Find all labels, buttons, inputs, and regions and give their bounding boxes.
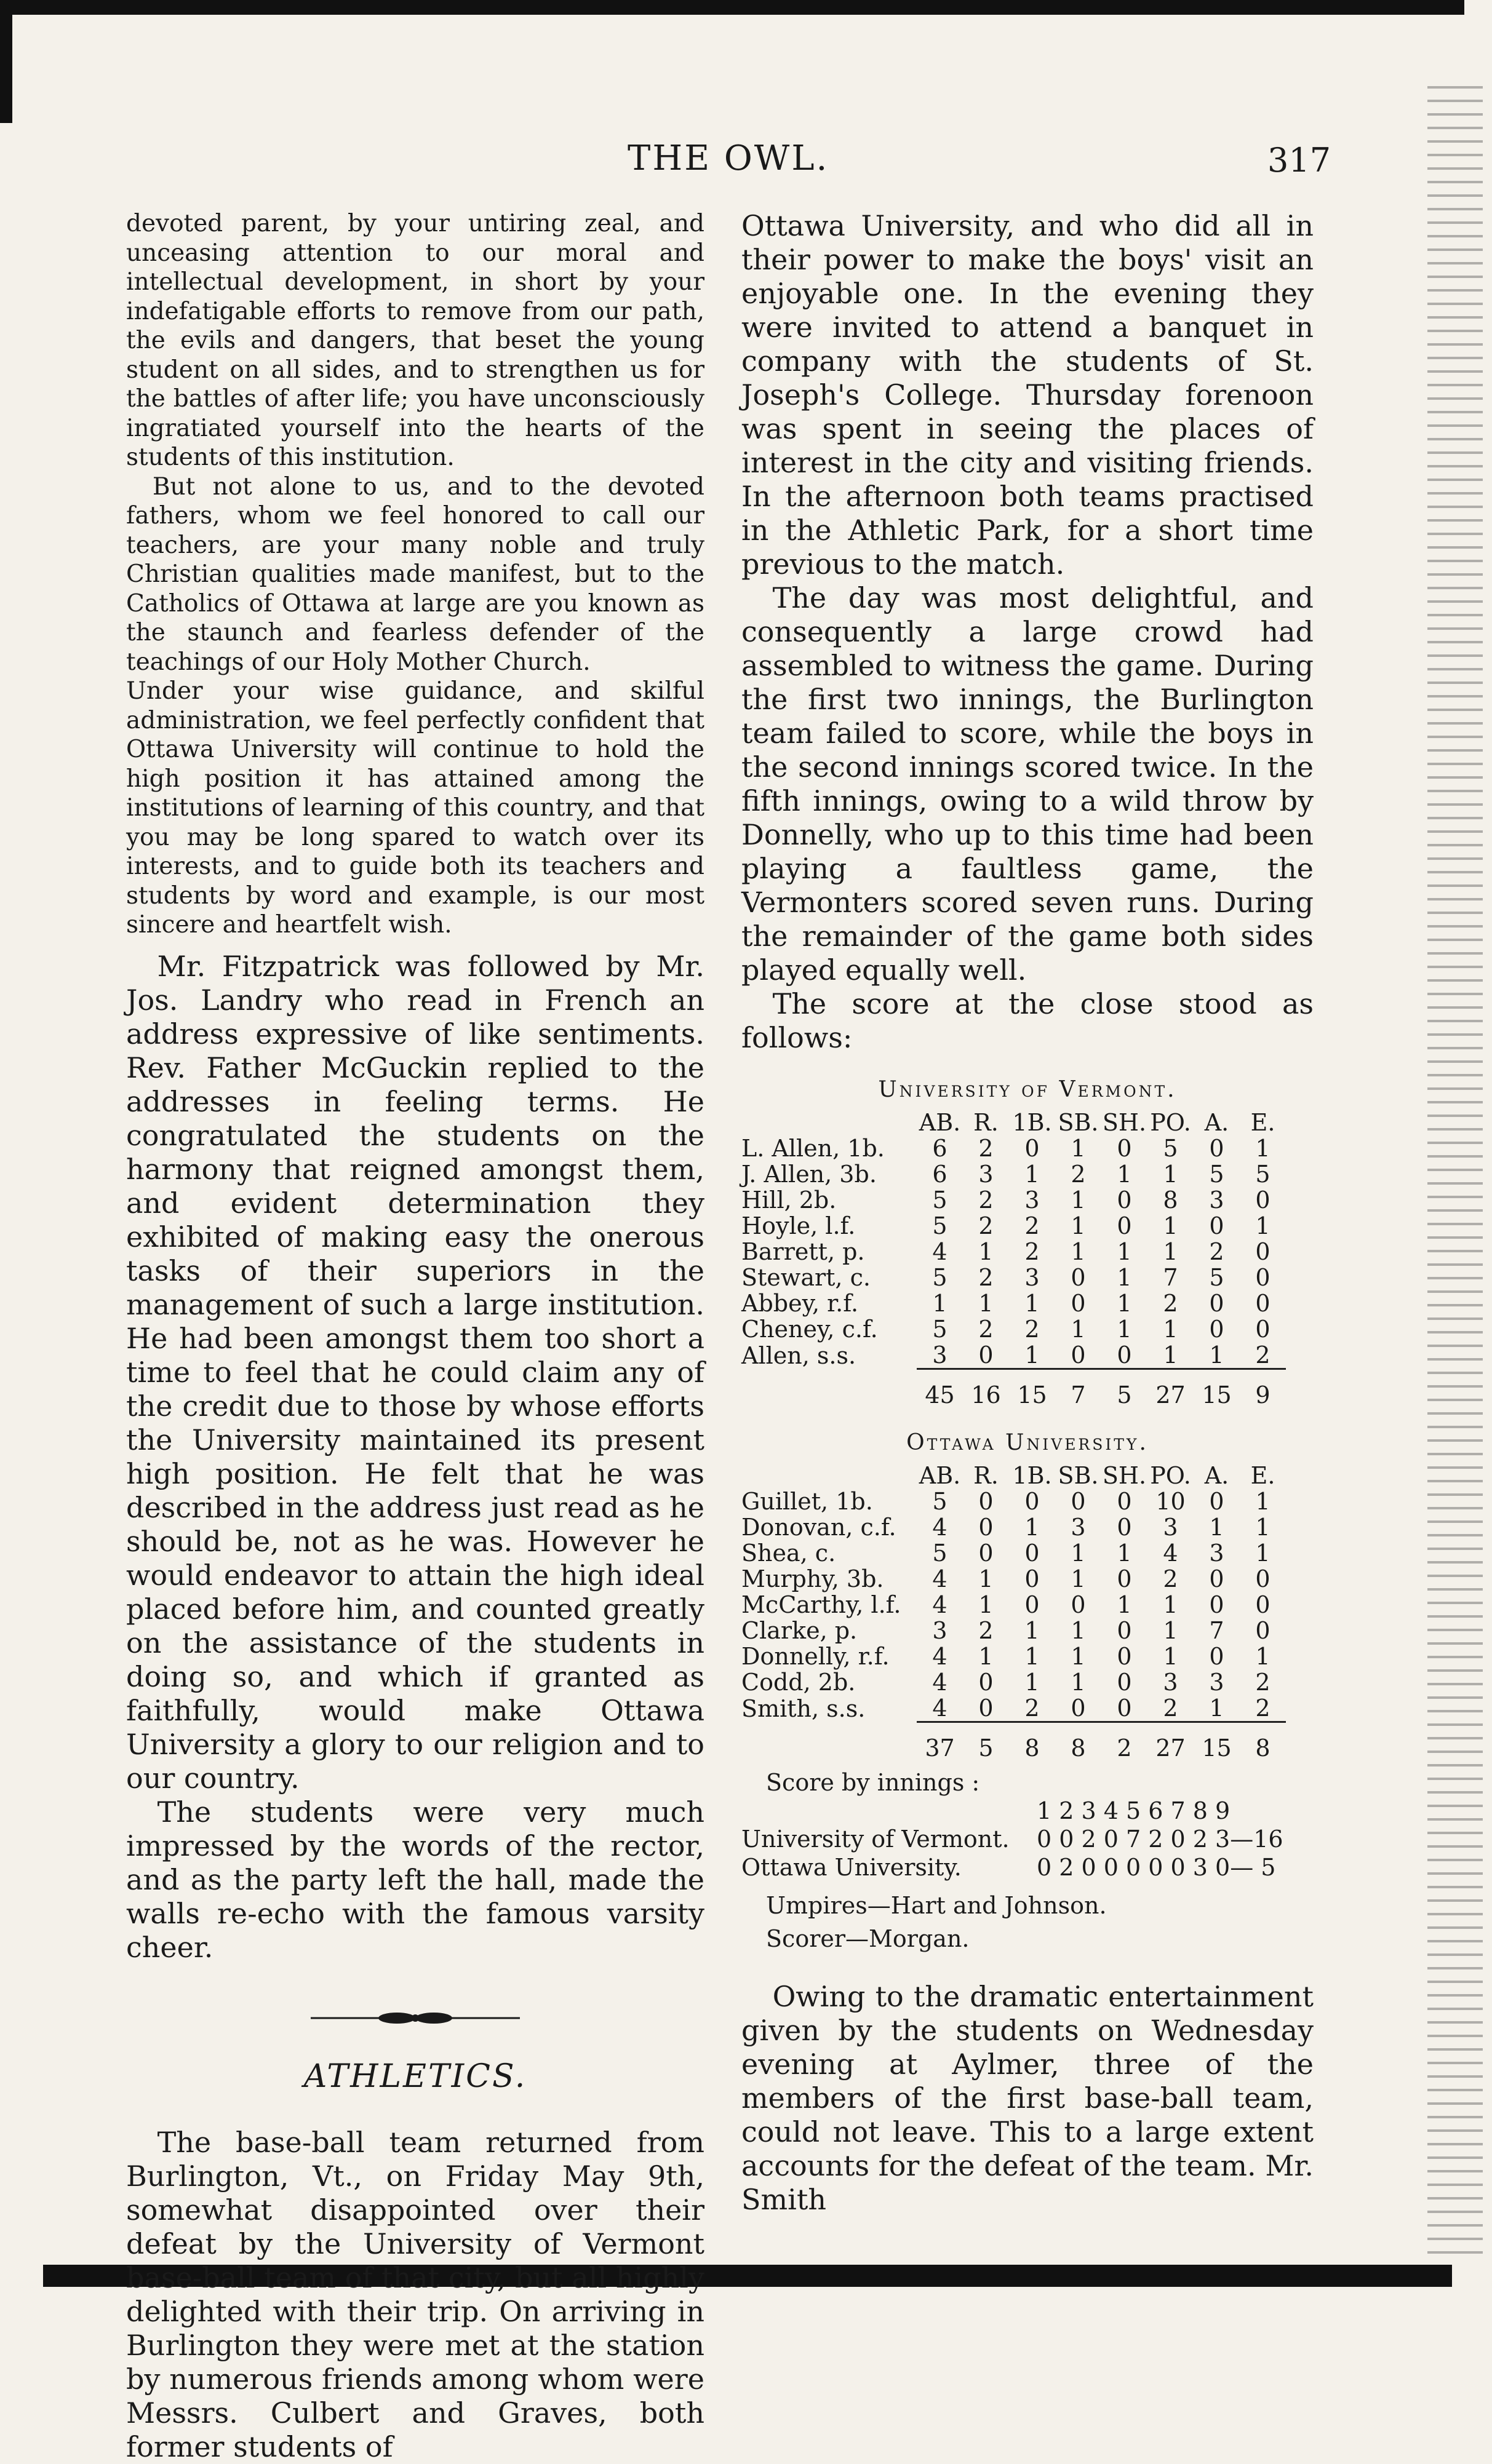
stat-cell: 2	[1255, 1669, 1271, 1696]
player-row	[741, 1290, 1286, 1316]
player-name: Shea, c.	[741, 1540, 836, 1567]
stat-cell: 2	[1024, 1212, 1040, 1239]
stat-cell: 0	[1117, 1341, 1132, 1369]
stat-cell: 1	[1163, 1643, 1178, 1670]
stat-cell: 4	[1163, 1540, 1178, 1567]
player-name: Stewart, c.	[741, 1264, 871, 1291]
stat-cell: 1	[978, 1565, 994, 1592]
ottawa-heading: Ottawa University.	[906, 1430, 1149, 1455]
stat-cell: 0	[1024, 1591, 1040, 1618]
column-header: AB.	[919, 1462, 961, 1489]
innings-row-ottawa	[741, 1853, 1314, 1882]
stat-cell: 10	[1155, 1488, 1186, 1515]
innings-team-label: University of Vermont.	[741, 1826, 1010, 1853]
stat-cell: 2	[978, 1186, 994, 1214]
scan-edge-noise	[1427, 86, 1483, 2263]
stat-cell: 1	[978, 1290, 994, 1317]
stat-cell: 4	[932, 1565, 947, 1592]
stat-cell: 1	[1117, 1161, 1132, 1188]
stat-cell: 3	[1163, 1514, 1178, 1541]
stat-cell: 0	[978, 1488, 994, 1515]
stat-cell: 5	[932, 1264, 947, 1291]
ottawa-box-score	[741, 1463, 1286, 1761]
stat-cell: 1	[1163, 1161, 1178, 1188]
scorer-line: Scorer—Morgan.	[766, 1925, 970, 1952]
column-header: SB.	[1058, 1109, 1099, 1136]
player-row	[741, 1135, 1286, 1161]
address-paragraph: devoted parent, by your untiring zeal, and unceasing attention to our moral and intellectual development, in short by your indefatigable efforts to remove from our path, the evils and dangers, that beset the young student on all sides, and to strengthen us for the battles of after life; you have unconsciously ingratiated yourself into the hearts of the students of this institution.	[126, 210, 704, 471]
stat-cell: 8	[1163, 1186, 1178, 1214]
stat-cell: 1	[1255, 1514, 1271, 1541]
total-cell: 15	[1194, 1722, 1240, 1762]
player-row	[741, 1514, 1286, 1540]
stat-cell: 0	[1255, 1290, 1271, 1317]
stat-cell: 0	[1071, 1290, 1086, 1317]
stat-cell: 0	[1117, 1695, 1132, 1722]
stat-cell: 1	[1255, 1135, 1271, 1162]
innings-label-row	[741, 1768, 1314, 1797]
stat-cell: 1	[1255, 1488, 1271, 1515]
stat-cell: 3	[1163, 1669, 1178, 1696]
stat-cell: 1	[1163, 1238, 1178, 1265]
player-name: Codd, 2b.	[741, 1669, 856, 1696]
player-row	[741, 1592, 1286, 1618]
column-header: SH.	[1102, 1462, 1147, 1489]
stat-cell: 1	[1071, 1540, 1086, 1567]
stat-cell: 1	[1024, 1669, 1040, 1696]
column-header: A.	[1204, 1462, 1229, 1489]
innings-label: Score by innings :	[766, 1769, 980, 1796]
stat-cell: 1	[978, 1238, 994, 1265]
stat-cell: 2	[1255, 1695, 1271, 1722]
left-column	[126, 209, 704, 2464]
stat-cell: 2	[1163, 1695, 1178, 1722]
stat-cell: 0	[978, 1514, 994, 1541]
player-row	[741, 1265, 1286, 1290]
stat-cell: 1	[1117, 1290, 1132, 1317]
stat-cell: 1	[1071, 1669, 1086, 1696]
total-cell: 15	[1009, 1369, 1055, 1409]
total-cell: 27	[1147, 1369, 1194, 1409]
innings-line: 0 2 0 0 0 0 0 3 0— 5	[1037, 1854, 1276, 1881]
stat-cell: 2	[978, 1617, 994, 1644]
stat-cell: 5	[1255, 1161, 1271, 1188]
stat-cell: 1	[1071, 1212, 1086, 1239]
player-name: Clarke, p.	[741, 1617, 858, 1644]
player-name: McCarthy, l.f.	[741, 1591, 901, 1618]
stat-cell: 0	[1117, 1514, 1132, 1541]
stat-cell: 1	[1024, 1514, 1040, 1541]
innings-row-vermont	[741, 1825, 1314, 1853]
column-header: E.	[1250, 1109, 1275, 1136]
body-paragraph: The students were very much impressed by the words of the rector, and as the party left the hall, made the walls re-echo with the famous varsity cheer.	[126, 1795, 704, 1964]
stat-cell: 0	[1117, 1565, 1132, 1592]
stat-cell: 0	[1255, 1565, 1271, 1592]
player-name: Smith, s.s.	[741, 1695, 866, 1722]
player-name: Murphy, 3b.	[741, 1565, 884, 1592]
stat-cell: 0	[1209, 1565, 1224, 1592]
stat-cell: 0	[1209, 1488, 1224, 1515]
innings-line: 0 0 2 0 7 2 0 2 3—16	[1037, 1826, 1283, 1853]
stat-cell: 0	[1255, 1316, 1271, 1343]
stat-cell: 5	[932, 1212, 947, 1239]
player-name: Donovan, c.f.	[741, 1514, 896, 1541]
stat-cell: 1	[1255, 1643, 1271, 1670]
stat-cell: 6	[932, 1161, 947, 1188]
column-header: R.	[973, 1462, 999, 1489]
stat-cell: 1	[1117, 1316, 1132, 1343]
stat-cell: 3	[1209, 1186, 1224, 1214]
right-column	[741, 209, 1314, 2217]
stat-cell: 5	[1209, 1161, 1224, 1188]
stat-cell: 1	[1163, 1212, 1178, 1239]
player-row	[741, 1566, 1286, 1592]
stat-cell: 0	[1117, 1643, 1132, 1670]
stat-cell: 1	[1024, 1643, 1040, 1670]
total-cell: 8	[1009, 1722, 1055, 1762]
player-row	[741, 1239, 1286, 1265]
stat-cell: 2	[978, 1212, 994, 1239]
total-cell: 15	[1194, 1369, 1240, 1409]
stat-cell: 0	[1071, 1341, 1086, 1369]
total-cell: 9	[1240, 1369, 1286, 1409]
stat-cell: 0	[1117, 1669, 1132, 1696]
stat-cell: 0	[1071, 1488, 1086, 1515]
stat-cell: 1	[1071, 1565, 1086, 1592]
stat-cell: 0	[1117, 1212, 1132, 1239]
stat-cell: 1	[1163, 1341, 1178, 1369]
stat-cell: 1	[1209, 1514, 1224, 1541]
stat-cell: 3	[1209, 1669, 1224, 1696]
game-officials	[741, 1889, 1314, 1955]
column-header: SH.	[1102, 1109, 1147, 1136]
player-row	[741, 1213, 1286, 1239]
page-border-top	[12, 0, 1464, 15]
player-row	[741, 1488, 1286, 1514]
umpires-line: Umpires—Hart and Johnson.	[766, 1892, 1107, 1919]
stat-cell: 1	[1255, 1540, 1271, 1567]
stat-cell: 2	[1024, 1316, 1040, 1343]
stat-cell: 1	[978, 1643, 994, 1670]
stat-cell: 0	[1209, 1591, 1224, 1618]
stat-cell: 1	[1024, 1161, 1040, 1188]
stat-cell: 1	[1209, 1341, 1224, 1369]
stat-cell: 0	[1024, 1565, 1040, 1592]
stat-cell: 4	[932, 1643, 947, 1670]
stat-cell: 2	[978, 1264, 994, 1291]
stat-cell: 2	[1255, 1341, 1271, 1369]
stat-cell: 0	[1255, 1591, 1271, 1618]
player-name: Guillet, 1b.	[741, 1488, 873, 1515]
totals-row	[741, 1722, 1286, 1762]
total-cell: 5	[1101, 1369, 1147, 1409]
body-paragraph: The day was most delightful, and consequently a large crowd had assembled to witness the game. During the first two innings, the Burlington team failed to score, while the boys in the second innings scored twice. In the fifth innings, owing to a wild throw by Donnelly, who up to this time had been playing a faultless game, the Vermonters scored seven runs. During the remainder of the game both sides played equally well.	[741, 581, 1314, 987]
vermont-heading: University of Vermont.	[878, 1077, 1177, 1102]
total-cell: 7	[1055, 1369, 1101, 1409]
player-row	[741, 1161, 1286, 1187]
stat-cell: 1	[932, 1290, 947, 1317]
column-header: 1B.	[1012, 1462, 1052, 1489]
stat-cell: 4	[932, 1514, 947, 1541]
stat-cell: 3	[1024, 1186, 1040, 1214]
box-score-name-header	[741, 1110, 917, 1135]
stat-cell: 4	[932, 1238, 947, 1265]
stat-cell: 2	[978, 1316, 994, 1343]
player-name: Abbey, r.f.	[741, 1290, 859, 1317]
stat-cell: 0	[1117, 1186, 1132, 1214]
player-row	[741, 1316, 1286, 1342]
stat-cell: 1	[1024, 1617, 1040, 1644]
stat-cell: 5	[932, 1316, 947, 1343]
innings-team-label: Ottawa University.	[741, 1854, 962, 1881]
column-header: R.	[973, 1109, 999, 1136]
stat-cell: 1	[1071, 1617, 1086, 1644]
body-paragraph: Mr. Fitzpatrick was followed by Mr. Jos. Landry who read in French an address expressive of like sentiments. Rev. Father McGuckin replied to the addresses in feeling terms. He congratulated the students on the harmony that reigned amongst them, and evident determination they exhibited of making easy the onerous tasks of their superiors in the management of such a large institution. He had been amongst them too short a time to feel that he could claim any of the credit due to those by whose efforts the University maintained its present high position. He felt that he was described in the address just read as he should be, not as he was. However he would endeavor to attain the high ideal placed before him, and counted greatly on the assistance of the students in doing so, and which if granted as faithfully, would make Ottawa University a glory to our religion and to our country.	[126, 949, 704, 1795]
page-border-left	[0, 0, 12, 123]
stat-cell: 0	[1209, 1316, 1224, 1343]
stat-cell: 0	[1024, 1488, 1040, 1515]
stat-cell: 0	[978, 1341, 994, 1369]
stat-cell: 2	[978, 1135, 994, 1162]
column-header: E.	[1250, 1462, 1275, 1489]
stat-cell: 0	[1117, 1617, 1132, 1644]
player-name: Cheney, c.f.	[741, 1316, 878, 1343]
stat-cell: 0	[1117, 1488, 1132, 1515]
address-paragraph: Under your wise guidance, and skilful administration, we feel perfectly confident that Ottawa University will continue to hold the high position it has attained among the institutions of learning of this country, and that you may be long spared to watch over its interests, and to guide both its teachers and students by word and example, is our most sincere and heartfelt wish.	[126, 677, 704, 939]
stat-cell: 5	[1209, 1264, 1224, 1291]
stat-cell: 4	[932, 1591, 947, 1618]
stat-cell: 0	[1255, 1264, 1271, 1291]
stat-cell: 1	[1071, 1643, 1086, 1670]
stat-cell: 0	[1071, 1695, 1086, 1722]
player-name: Barrett, p.	[741, 1238, 865, 1265]
stat-cell: 1	[1071, 1186, 1086, 1214]
stat-cell: 1	[1255, 1212, 1271, 1239]
player-row	[741, 1540, 1286, 1566]
stat-cell: 1	[1024, 1290, 1040, 1317]
stat-cell: 2	[1163, 1290, 1178, 1317]
stat-cell: 0	[1024, 1135, 1040, 1162]
page-number: 317	[1267, 141, 1331, 180]
address-paragraph: But not alone to us, and to the devoted fathers, whom we feel honored to call our teachers, are your many noble and truly Christian qualities made manifest, but to the Catholics of Ottawa at large are you known as the staunch and fearless defender of the teachings of our Holy Mother Church.	[126, 472, 704, 676]
stat-cell: 0	[1209, 1135, 1224, 1162]
total-cell: 5	[963, 1722, 1009, 1762]
stat-cell: 2	[1071, 1161, 1086, 1188]
total-cell: 45	[917, 1369, 963, 1409]
stat-cell: 1	[1024, 1341, 1040, 1369]
stat-cell: 1	[978, 1591, 994, 1618]
column-header: SB.	[1058, 1462, 1099, 1489]
player-name: Hill, 2b.	[741, 1186, 837, 1214]
stat-cell: 3	[1209, 1540, 1224, 1567]
stat-cell: 0	[1071, 1264, 1086, 1291]
divider-flourish-icon	[305, 2003, 526, 2033]
section-title-athletics: ATHLETICS.	[303, 2057, 527, 2095]
stat-cell: 4	[932, 1669, 947, 1696]
stat-cell: 1	[1163, 1316, 1178, 1343]
player-row	[741, 1618, 1286, 1643]
total-cell: 37	[917, 1722, 963, 1762]
stat-cell: 0	[1117, 1135, 1132, 1162]
stat-cell: 0	[1071, 1591, 1086, 1618]
player-row	[741, 1669, 1286, 1695]
box-score-name-header	[741, 1463, 917, 1488]
stat-cell: 0	[1255, 1186, 1271, 1214]
body-paragraph: The score at the close stood as follows:	[741, 987, 1314, 1054]
stat-cell: 3	[1071, 1514, 1086, 1541]
total-cell: 8	[1055, 1722, 1101, 1762]
player-name: Donnelly, r.f.	[741, 1643, 890, 1670]
stat-cell: 0	[1209, 1290, 1224, 1317]
stat-cell: 3	[1024, 1264, 1040, 1291]
column-header: PO.	[1150, 1109, 1191, 1136]
totals-row	[741, 1369, 1286, 1409]
innings-header-row	[741, 1797, 1314, 1825]
stat-cell: 3	[978, 1161, 994, 1188]
stat-cell: 1	[1071, 1316, 1086, 1343]
stat-cell: 5	[932, 1540, 947, 1567]
total-cell: 2	[1101, 1722, 1147, 1762]
box-score-header-row	[741, 1463, 1286, 1488]
stat-cell: 3	[932, 1341, 947, 1369]
stat-cell: 1	[1071, 1238, 1086, 1265]
stat-cell: 0	[1255, 1617, 1271, 1644]
stat-cell: 6	[932, 1135, 947, 1162]
body-paragraph: The base-ball team returned from Burlington, Vt., on Friday May 9th, somewhat disappointed over their defeat by the University of Vermont base-ball team of that city, but all highly delighted with their trip. On arriving in Burlington they were met at the station by numerous friends among whom were Messrs. Culbert and Graves, both former students of	[126, 2125, 704, 2463]
stat-cell: 2	[1163, 1565, 1178, 1592]
innings-numbers: 1 2 3 4 5 6 7 8 9	[1037, 1797, 1231, 1824]
player-name: L. Allen, 1b.	[741, 1135, 885, 1162]
body-paragraph: Owing to the dramatic entertainment given by the students on Wednesday evening at Aylmer, three of the members of the first base-ball team, could not leave. This to a large extent accounts for the defeat of the team. Mr. Smith	[741, 1980, 1314, 2216]
stat-cell: 0	[1024, 1540, 1040, 1567]
player-row	[741, 1643, 1286, 1669]
stat-cell: 7	[1209, 1617, 1224, 1644]
stat-cell: 3	[932, 1617, 947, 1644]
column-header: 1B.	[1012, 1109, 1052, 1136]
page-header	[0, 138, 1492, 188]
player-name: J. Allen, 3b.	[741, 1161, 877, 1188]
stat-cell: 0	[1255, 1238, 1271, 1265]
stat-cell: 1	[1117, 1540, 1132, 1567]
stat-cell: 2	[1024, 1695, 1040, 1722]
player-row	[741, 1342, 1286, 1369]
score-by-innings	[741, 1768, 1314, 1882]
column-header: PO.	[1150, 1462, 1191, 1489]
player-row	[741, 1187, 1286, 1213]
box-score-header-row	[741, 1110, 1286, 1135]
column-header: AB.	[919, 1109, 961, 1136]
stat-cell: 0	[978, 1695, 994, 1722]
stat-cell: 4	[932, 1695, 947, 1722]
stat-cell: 5	[932, 1186, 947, 1214]
stat-cell: 1	[1163, 1591, 1178, 1618]
stat-cell: 5	[932, 1488, 947, 1515]
vermont-box-score	[741, 1110, 1286, 1408]
total-cell: 16	[963, 1369, 1009, 1409]
stat-cell: 1	[1117, 1264, 1132, 1291]
player-row	[741, 1695, 1286, 1722]
stat-cell: 2	[1209, 1238, 1224, 1265]
stat-cell: 1	[1117, 1591, 1132, 1618]
stat-cell: 1	[1163, 1617, 1178, 1644]
stat-cell: 0	[1209, 1643, 1224, 1670]
body-paragraph: Ottawa University, and who did all in their power to make the boys' visit an enjoyable one. In the evening they were invited to attend a banquet in company with the students of St. Joseph's College. Thursday forenoon was spent in seeing the places of interest in the city and visiting friends. In the afternoon both teams practised in the Athletic Park, for a short time previous to the match.	[741, 209, 1314, 581]
stat-cell: 1	[1209, 1695, 1224, 1722]
stat-cell: 5	[1163, 1135, 1178, 1162]
total-cell: 8	[1240, 1722, 1286, 1762]
stat-cell: 0	[978, 1669, 994, 1696]
column-header: A.	[1204, 1109, 1229, 1136]
total-cell: 27	[1147, 1722, 1194, 1762]
player-name: Hoyle, l.f.	[741, 1212, 856, 1239]
stat-cell: 1	[1117, 1238, 1132, 1265]
player-name: Allen, s.s.	[741, 1341, 856, 1369]
stat-cell: 0	[1209, 1212, 1224, 1239]
stat-cell: 0	[978, 1540, 994, 1567]
running-title: THE OWL.	[628, 138, 829, 178]
stat-cell: 7	[1163, 1264, 1178, 1291]
stat-cell: 2	[1024, 1238, 1040, 1265]
stat-cell: 1	[1071, 1135, 1086, 1162]
section-divider-ornament	[126, 2003, 704, 2033]
